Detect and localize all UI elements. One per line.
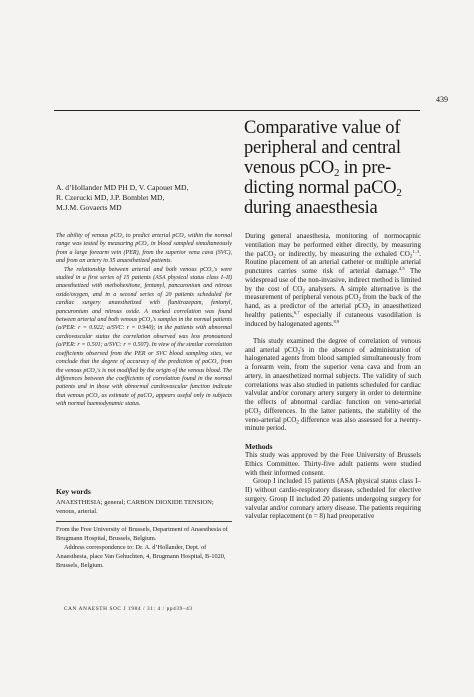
- title-subscript: 2: [334, 167, 340, 179]
- body-paragraph-1: During general anaesthesia, monitoring of normocapnic ventilation may be performed either directly, by measuring the paCO$_2$ or indirectly, by measuring the exhaled $CO_2^{1-3}$. Routine placement of an arterial catheter or multiple arterial punctures carries some risk of arterial damage.$^{4,5}$ The widespread use of the non-invasive, indirect method is limited by the cost of $CO_2$ analysers. A simple alternative is the measurement of peripheral venous pCO$_2$ from the back of the hand, as a predictor of the arterial pCO$_2$ in anaesthetized healthy patients,$^{6,7}$ especially if cutaneous vasodilation is induced by halogenated agents.$^{8,9}$: [245, 232, 422, 328]
- abstract-paragraph: The ability of venous pCO₂ to predict arterial pCO₂ within the normal range was tested by measuring pCO₂ in blood sampled simultaneously from a large forearm vein (PER), from the superior vena cava (SVC), and from an artery in 35 anaesthetized patients.: [56, 233, 232, 265]
- title-subscript-2: 2: [396, 187, 402, 199]
- title-line-2: peripheral and central: [244, 138, 401, 158]
- body-paragraph-2: This study examined the degree of correlation of venous and arterial pCO$_2$'s in the absence of administration of halogenated agents from blood sampled simultaneously from a forearm vein, from the superior vena cava and from an artery, in anaesthetized normal subjects. The validity of such correlations was also studied in patients scheduled for cardiac valvular and/or coronary artery surgery in order to determine the effects of abnormal cardiac function on veno-arterial pCO$_2$ differences. In the latter patients, the stability of the veno-arterial pCO$_2$ difference was also assessed for a twenty-minute period.: [245, 336, 421, 433]
- reference-marker: 8,9: [333, 318, 340, 324]
- keywords-divider: [56, 521, 232, 522]
- body-paragraph-4: Group I included 15 patients (ASA physical status class I–II) without cardio-respiratory disease, scheduled for elective surgery. Group II included 20 patients undergoing surgery for valvular and/or coronary artery disease. The patients requiring valvular replacement (n = 8) had preoperative: [245, 477, 421, 521]
- correspondence-paragraph: Address correspondence to: Dr. A. d’Hollander, Dept. of Anaesthesia, place Van Gehuchten, 4, Brugmann Hospital, B-1020, Brussels, Belgium.: [56, 543, 226, 569]
- title-line-3-text: venous pCO: [244, 158, 334, 178]
- affiliation-paragraph: From the Free University of Brussels, Department of Anaesthesia of Brugmann Hospital, Brussels, Belgium.: [56, 526, 228, 542]
- title-line-5: during anaesthesia: [244, 198, 378, 218]
- reference-marker: 1–3: [412, 248, 420, 254]
- title-line-4-text: dicting normal paCO: [244, 178, 397, 198]
- abstract-paragraph: The relationship between arterial and both venous pCO₂'s were studied in a first series of 15 patients (ASA physical status class I–II) anaesthetized with methohexitone, fentanyl, pancuronium and nitrous oxide/oxygen, and in a second series of 20 patients scheduled for cardiac surgery anaesthetized with flunitrazepam, fentanyl, pancuronium and nitrous oxide. A marked correlation was found between arterial and both venous pCO₂'s samples in the normal patients (a/PER: r = 0.922; a/SVC: r = 0.940); in the patients with abnormal cardiovascular status the correlation observed was less pronounced (a/PER: r = 0.501; a/SVC: r = 0.507). In view of the similar correlation coefficients observed from the PER or SVC blood sampling sites, we conclude that the degree of accuracy of the prediction of paCO₂ from the venous pCO₂'s is not modified by the origin of the venous blood. The differences between the coefficients of correlation found in the normal patients and in those with abnormal cardiovascular function indicate that venous pCO₂ as estimate of paCO₂ appears useful only in subjects with normal haemodynamic status.: [56, 266, 232, 408]
- author-line: A. d’Hollander MD PH D, V. Capouet MD,: [56, 183, 189, 192]
- affiliation-note: [56, 526, 232, 571]
- author-line: R. Czerucki MD, J.P. Bomblet MD,: [56, 193, 165, 202]
- author-line: M.J.M. Govaerts MD: [56, 203, 122, 212]
- title-line-3-tail: in pre-: [339, 158, 392, 178]
- body-paragraph-3: This study was approved by the Free University of Brussels Ethics Committee. Thirty-five adult patients were studied with their informed consent.: [245, 451, 421, 477]
- methods-heading: Methods: [245, 441, 273, 451]
- title-line-1: Comparative value of: [244, 118, 401, 138]
- title-line-3: [244, 158, 420, 178]
- reference-marker: 6,7: [293, 309, 300, 315]
- article-title: [244, 118, 420, 218]
- body-column-right: [245, 232, 421, 521]
- abstract: [56, 232, 232, 409]
- reference-marker: 4,5: [398, 266, 405, 271]
- journal-footer: CAN ANAESTH SOC J 1984 / 31: 4 / pp439–43: [64, 606, 193, 612]
- keywords-text: ANAESTHESIA; general; CARBON DIOXIDE TENSION; venous, arterial.: [56, 499, 214, 515]
- keywords-heading: Key words: [56, 487, 91, 496]
- header-rule: [54, 110, 420, 111]
- page-number: 439: [436, 95, 448, 104]
- author-list: [56, 183, 238, 213]
- title-line-4: [244, 178, 420, 198]
